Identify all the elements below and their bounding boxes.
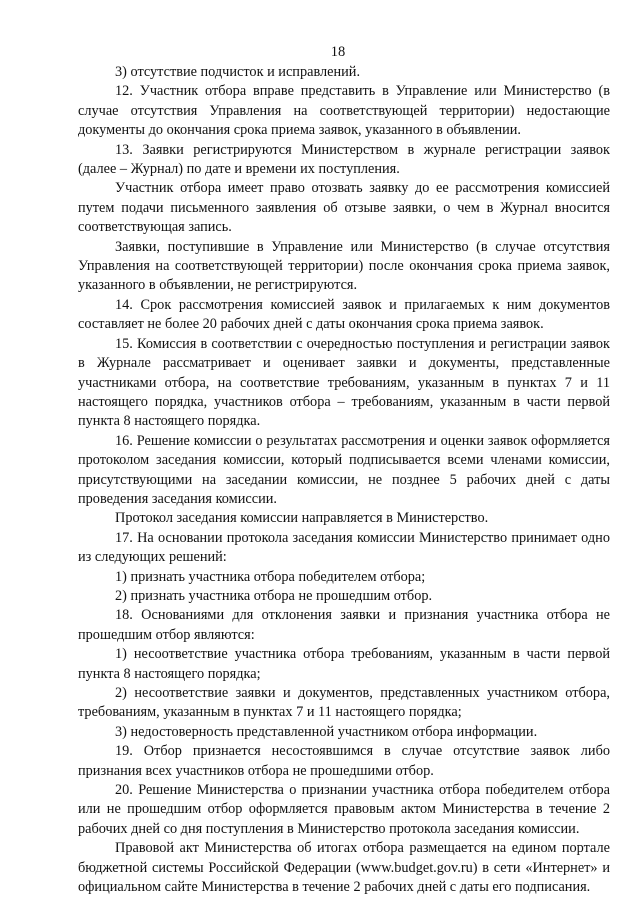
paragraph-clause-14: 14. Срок рассмотрения комиссией заявок и прилагаемых к ним документов составляет не более 20 рабочих дней с даты окончания срока приема заявок.	[78, 296, 610, 333]
paragraph-decision-1: 1) признать участника отбора победителем отбора;	[115, 568, 426, 585]
paragraph-decision-2: 2) признать участника отбора не прошедшим отбор.	[115, 587, 433, 604]
paragraph-clause-17: 17. На основании протокола заседания комиссии Министерство принимает одно из следующих решений:	[78, 529, 610, 566]
paragraph-clause-18: 18. Основаниями для отклонения заявки и признания участника отбора не прошедшим отбор являются:	[78, 607, 610, 643]
paragraph-clause-19: 19. Отбор признается несостоявшимся в случае отсутствие заявок либо признания всех участников отбора не прошедшими отбор.	[78, 743, 610, 779]
paragraph-legal-act: Правовой акт Министерства об итогах отбора размещается на едином портале бюджетной системы Российской Федерации (www.budget.gov.ru) в сети «Интернет» и официальном сайте Министерства в течение 2 рабочих дней с даты его подписания.	[78, 840, 610, 896]
paragraph-late-applications: Заявки, поступившие в Управление или Министерство (в случае отсутствия Управления на соответствующей территории) после окончания срока приема заявок, указанного в объявлении, не регистрируются.	[78, 238, 610, 294]
page-number: 18	[330, 44, 346, 60]
paragraph-withdraw-application: Участник отбора имеет право отозвать заявку до ее рассмотрения комиссией путем подачи письменного заявления об отзыве заявки, о чем в Журнал вносится соответствующая запись.	[78, 180, 610, 236]
paragraph-clause-20: 20. Решение Министерства о признании участника отбора победителем отбора или не прошедшим отбор оформляется правовым актом Министерства в течение 2 рабочих дней со дня поступления в Министерство протокола заседания комиссии.	[78, 782, 610, 837]
paragraph-reason-3: 3) недостоверность представленной участником отбора информации.	[115, 723, 538, 740]
paragraph-reason-1: 1) несоответствие участника отбора требованиям, указанным в части первой пункта 8 настоящего порядка;	[78, 646, 610, 682]
paragraph-clause-12: 12. Участник отбора вправе представить в Управление или Министерство (в случае отсутствия Управления на соответствующей территории) недостающие документы до окончания срока приема заявок, указанного в объявлении.	[78, 83, 610, 139]
paragraph-clause-15: 15. Комиссия в соответствии с очередностью поступления и регистрации заявок в Журнале рассматривает и оценивает заявки и документы, представленные участниками отбора, на соответствие требованиям, указанным в пунктах 7 и 11 настоящего порядка, участников отбора – требованиям, указанным в части первой пункта 8 настоящего порядка.	[78, 335, 610, 430]
paragraph-protocol: Протокол заседания комиссии направляется в Министерство.	[115, 510, 489, 527]
document-body	[78, 63, 610, 897]
paragraph-reason-2: 2) несоответствие заявки и документов, представленных участником отбора, требованиям, указанным в пунктах 7 и 11 настоящего порядка;	[78, 685, 610, 721]
paragraph-clause-16: 16. Решение комиссии о результатах рассмотрения и оценки заявок оформляется протоколом заседания комиссии, который подписывается всеми членами комиссии, присутствующими на заседании комиссии, не позднее 5 рабочих дней с даты проведения заседания комиссии.	[78, 432, 610, 507]
paragraph-item-3: 3) отсутствие подчисток и исправлений.	[115, 64, 361, 80]
paragraph-clause-13: 13. Заявки регистрируются Министерством в журнале регистрации заявок (далее – Журнал) по дате и времени их поступления.	[78, 141, 610, 178]
